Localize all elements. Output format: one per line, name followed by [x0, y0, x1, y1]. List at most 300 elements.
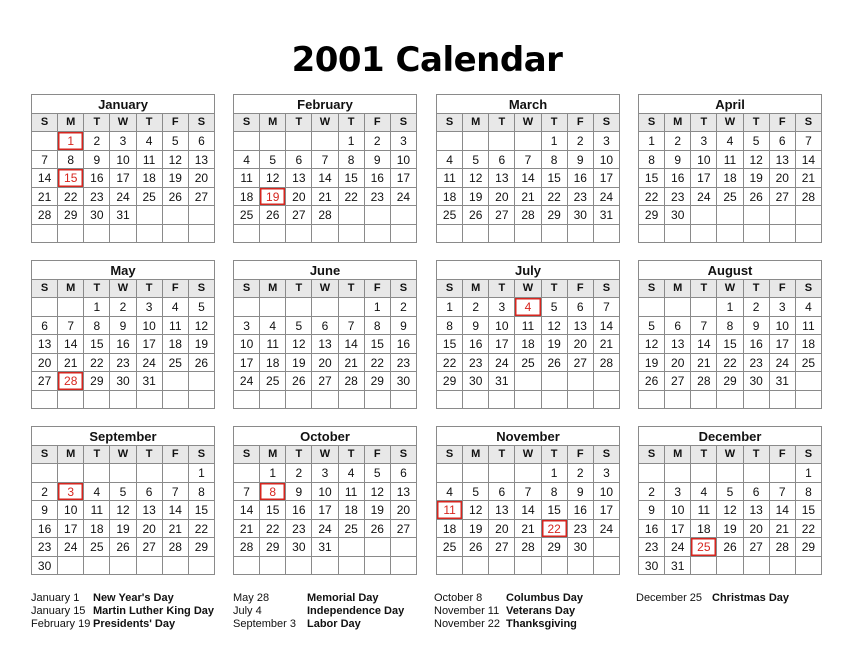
- weekday-header: T: [84, 114, 110, 132]
- holiday-day-cell: 8: [260, 483, 286, 502]
- day-cell: 16: [391, 335, 417, 354]
- day-cell: 17: [234, 354, 260, 373]
- day-cell: 22: [639, 188, 665, 207]
- day-cell: 20: [32, 354, 58, 373]
- day-cell: 7: [312, 151, 338, 170]
- weekday-header: T: [489, 446, 515, 464]
- day-cell: 7: [515, 483, 541, 502]
- empty-cell: [286, 132, 312, 151]
- holiday-item: [434, 605, 576, 618]
- day-cell: 13: [489, 501, 515, 520]
- day-cell: 26: [110, 538, 136, 557]
- empty-cell: [110, 557, 136, 576]
- weekday-header: T: [542, 280, 568, 298]
- day-cell: 19: [463, 188, 489, 207]
- day-cell: 19: [286, 354, 312, 373]
- day-cell: 24: [594, 188, 620, 207]
- empty-cell: [437, 391, 463, 410]
- empty-cell: [568, 557, 594, 576]
- day-cell: 31: [312, 538, 338, 557]
- page-title: 2001 Calendar: [291, 40, 563, 80]
- day-cell: 2: [84, 132, 110, 151]
- empty-cell: [665, 225, 691, 244]
- day-cell: 29: [84, 372, 110, 391]
- day-cell: 30: [568, 538, 594, 557]
- day-cell: 7: [163, 483, 189, 502]
- day-cell: 24: [665, 538, 691, 557]
- day-cell: 30: [32, 557, 58, 576]
- day-cell: 14: [163, 501, 189, 520]
- empty-cell: [463, 464, 489, 483]
- day-cell: 23: [744, 354, 770, 373]
- weekday-header: M: [260, 280, 286, 298]
- empty-cell: [568, 225, 594, 244]
- holiday-name: Christmas Day: [712, 592, 790, 604]
- empty-cell: [489, 391, 515, 410]
- day-cell: 11: [260, 335, 286, 354]
- empty-cell: [691, 391, 717, 410]
- day-cell: 22: [58, 188, 84, 207]
- day-cell: 21: [594, 335, 620, 354]
- empty-cell: [365, 391, 391, 410]
- holiday-date: May 28: [233, 592, 270, 604]
- day-cell: 9: [32, 501, 58, 520]
- day-cell: 2: [568, 132, 594, 151]
- holiday-column: [434, 592, 584, 631]
- empty-cell: [339, 225, 365, 244]
- day-cell: 11: [137, 151, 163, 170]
- empty-cell: [365, 206, 391, 225]
- day-cell: 2: [32, 483, 58, 502]
- day-cell: 25: [260, 372, 286, 391]
- weekday-header: M: [463, 280, 489, 298]
- day-cell: 1: [84, 298, 110, 317]
- weekday-header: T: [744, 446, 770, 464]
- day-cell: 5: [463, 483, 489, 502]
- day-cell: 25: [437, 206, 463, 225]
- weekday-header: T: [489, 114, 515, 132]
- day-cell: 25: [163, 354, 189, 373]
- day-cell: 17: [665, 520, 691, 539]
- day-cell: 15: [365, 335, 391, 354]
- day-cell: 7: [515, 151, 541, 170]
- day-cell: 11: [515, 317, 541, 336]
- day-cell: 24: [137, 354, 163, 373]
- empty-cell: [260, 391, 286, 410]
- day-cell: 19: [163, 169, 189, 188]
- holiday-date: December 25: [636, 592, 703, 604]
- weekday-header: S: [639, 114, 665, 132]
- empty-cell: [286, 298, 312, 317]
- holiday-date: July 4: [233, 605, 262, 617]
- day-cell: 10: [58, 501, 84, 520]
- day-cell: 12: [639, 335, 665, 354]
- day-cell: 4: [260, 317, 286, 336]
- weekday-header: F: [568, 446, 594, 464]
- day-cell: 29: [189, 538, 215, 557]
- empty-cell: [58, 557, 84, 576]
- day-cell: 12: [542, 317, 568, 336]
- day-cell: 1: [796, 464, 822, 483]
- empty-cell: [489, 225, 515, 244]
- weekday-header: F: [163, 114, 189, 132]
- day-cell: 10: [665, 501, 691, 520]
- day-cell: 1: [542, 464, 568, 483]
- day-cell: 2: [286, 464, 312, 483]
- day-cell: 1: [189, 464, 215, 483]
- day-cell: 11: [437, 169, 463, 188]
- holiday-column: [636, 592, 790, 605]
- holiday-day-cell: 28: [58, 372, 84, 391]
- empty-cell: [717, 391, 743, 410]
- day-cell: 23: [665, 188, 691, 207]
- day-cell: 9: [744, 317, 770, 336]
- day-cell: 11: [339, 483, 365, 502]
- day-cell: 11: [717, 151, 743, 170]
- weekday-header: F: [568, 280, 594, 298]
- day-cell: 30: [568, 206, 594, 225]
- day-cell: 30: [665, 206, 691, 225]
- weekday-header: W: [717, 280, 743, 298]
- day-cell: 6: [312, 317, 338, 336]
- weekday-header: S: [391, 280, 417, 298]
- day-cell: 2: [665, 132, 691, 151]
- day-cell: 26: [717, 538, 743, 557]
- empty-cell: [32, 132, 58, 151]
- holiday-item: [31, 592, 174, 605]
- day-cell: 12: [286, 335, 312, 354]
- day-cell: 8: [542, 483, 568, 502]
- empty-cell: [665, 391, 691, 410]
- day-cell: 26: [163, 188, 189, 207]
- day-cell: 3: [665, 483, 691, 502]
- weekday-header: S: [796, 114, 822, 132]
- weekday-header: W: [515, 280, 541, 298]
- empty-cell: [339, 298, 365, 317]
- day-cell: 7: [594, 298, 620, 317]
- weekday-header: S: [796, 446, 822, 464]
- empty-cell: [84, 557, 110, 576]
- day-cell: 19: [639, 354, 665, 373]
- holiday-day-cell: 4: [515, 298, 541, 317]
- day-cell: 6: [665, 317, 691, 336]
- day-cell: 18: [437, 188, 463, 207]
- holiday-item: [233, 592, 379, 605]
- day-cell: 16: [32, 520, 58, 539]
- day-cell: 18: [437, 520, 463, 539]
- weekday-header: T: [339, 446, 365, 464]
- day-cell: 14: [339, 335, 365, 354]
- day-cell: 15: [84, 335, 110, 354]
- month-name: April: [639, 95, 822, 114]
- day-cell: 16: [568, 501, 594, 520]
- day-cell: 13: [286, 169, 312, 188]
- day-cell: 24: [312, 520, 338, 539]
- holiday-date: November 11: [434, 605, 500, 617]
- empty-cell: [234, 298, 260, 317]
- empty-cell: [365, 557, 391, 576]
- day-cell: 21: [58, 354, 84, 373]
- empty-cell: [691, 225, 717, 244]
- day-cell: 4: [339, 464, 365, 483]
- day-cell: 25: [234, 206, 260, 225]
- empty-cell: [770, 206, 796, 225]
- weekday-header: S: [796, 280, 822, 298]
- day-cell: 20: [286, 188, 312, 207]
- day-cell: 17: [770, 335, 796, 354]
- day-cell: 31: [110, 206, 136, 225]
- day-cell: 3: [234, 317, 260, 336]
- day-cell: 14: [515, 501, 541, 520]
- day-cell: 14: [691, 335, 717, 354]
- day-cell: 12: [463, 501, 489, 520]
- day-cell: 8: [796, 483, 822, 502]
- day-cell: 16: [84, 169, 110, 188]
- day-cell: 16: [568, 169, 594, 188]
- weekday-header: T: [137, 446, 163, 464]
- empty-cell: [286, 225, 312, 244]
- day-cell: 10: [691, 151, 717, 170]
- empty-cell: [365, 225, 391, 244]
- weekday-header: M: [58, 446, 84, 464]
- empty-cell: [515, 391, 541, 410]
- empty-cell: [312, 298, 338, 317]
- day-cell: 15: [542, 501, 568, 520]
- day-cell: 24: [594, 520, 620, 539]
- month-name: November: [437, 427, 620, 446]
- day-cell: 7: [234, 483, 260, 502]
- empty-cell: [639, 464, 665, 483]
- empty-cell: [339, 391, 365, 410]
- day-cell: 13: [32, 335, 58, 354]
- empty-cell: [234, 464, 260, 483]
- empty-cell: [32, 225, 58, 244]
- day-cell: 18: [260, 354, 286, 373]
- weekday-header: S: [189, 114, 215, 132]
- day-cell: 24: [58, 538, 84, 557]
- month-august: [638, 260, 822, 409]
- day-cell: 28: [594, 354, 620, 373]
- day-cell: 16: [744, 335, 770, 354]
- day-cell: 9: [639, 501, 665, 520]
- day-cell: 11: [796, 317, 822, 336]
- empty-cell: [594, 557, 620, 576]
- day-cell: 6: [744, 483, 770, 502]
- day-cell: 2: [110, 298, 136, 317]
- weekday-header: F: [770, 446, 796, 464]
- empty-cell: [163, 557, 189, 576]
- weekday-header: T: [691, 446, 717, 464]
- day-cell: 5: [365, 464, 391, 483]
- day-cell: 1: [339, 132, 365, 151]
- day-cell: 8: [84, 317, 110, 336]
- day-cell: 27: [391, 520, 417, 539]
- empty-cell: [568, 372, 594, 391]
- day-cell: 22: [365, 354, 391, 373]
- day-cell: 18: [234, 188, 260, 207]
- weekday-header: M: [665, 114, 691, 132]
- empty-cell: [717, 464, 743, 483]
- day-cell: 29: [542, 206, 568, 225]
- day-cell: 7: [339, 317, 365, 336]
- day-cell: 21: [312, 188, 338, 207]
- holiday-day-cell: 15: [58, 169, 84, 188]
- day-cell: 20: [744, 520, 770, 539]
- holiday-item: [233, 618, 361, 631]
- day-cell: 19: [717, 520, 743, 539]
- day-cell: 4: [84, 483, 110, 502]
- month-name: September: [32, 427, 215, 446]
- empty-cell: [189, 391, 215, 410]
- day-cell: 6: [489, 483, 515, 502]
- empty-cell: [391, 206, 417, 225]
- empty-cell: [515, 557, 541, 576]
- empty-cell: [489, 464, 515, 483]
- weekday-header: S: [594, 446, 620, 464]
- empty-cell: [137, 225, 163, 244]
- weekday-header: W: [515, 446, 541, 464]
- day-cell: 12: [717, 501, 743, 520]
- day-cell: 27: [489, 538, 515, 557]
- weekday-header: S: [437, 280, 463, 298]
- day-cell: 20: [137, 520, 163, 539]
- day-cell: 13: [489, 169, 515, 188]
- day-cell: 10: [594, 483, 620, 502]
- day-cell: 27: [568, 354, 594, 373]
- empty-cell: [312, 391, 338, 410]
- day-cell: 16: [286, 501, 312, 520]
- day-cell: 29: [542, 538, 568, 557]
- day-cell: 23: [32, 538, 58, 557]
- day-cell: 7: [770, 483, 796, 502]
- month-july: [436, 260, 620, 409]
- weekday-header: W: [110, 280, 136, 298]
- empty-cell: [163, 464, 189, 483]
- weekday-header: S: [234, 446, 260, 464]
- day-cell: 28: [796, 188, 822, 207]
- month-name: February: [234, 95, 417, 114]
- holiday-day-cell: 3: [58, 483, 84, 502]
- day-cell: 14: [770, 501, 796, 520]
- holiday-name: Presidents' Day: [93, 618, 176, 630]
- month-june: [233, 260, 417, 409]
- day-cell: 3: [110, 132, 136, 151]
- empty-cell: [691, 557, 717, 576]
- weekday-header: F: [770, 280, 796, 298]
- day-cell: 30: [286, 538, 312, 557]
- empty-cell: [58, 225, 84, 244]
- day-cell: 21: [770, 520, 796, 539]
- day-cell: 26: [260, 206, 286, 225]
- weekday-header: M: [665, 280, 691, 298]
- day-cell: 1: [542, 132, 568, 151]
- empty-cell: [542, 372, 568, 391]
- day-cell: 9: [391, 317, 417, 336]
- day-cell: 18: [339, 501, 365, 520]
- day-cell: 15: [639, 169, 665, 188]
- empty-cell: [796, 391, 822, 410]
- day-cell: 11: [234, 169, 260, 188]
- day-cell: 19: [744, 169, 770, 188]
- day-cell: 19: [110, 520, 136, 539]
- empty-cell: [744, 391, 770, 410]
- month-march: [436, 94, 620, 243]
- day-cell: 28: [312, 206, 338, 225]
- day-cell: 25: [717, 188, 743, 207]
- day-cell: 11: [163, 317, 189, 336]
- day-cell: 4: [163, 298, 189, 317]
- weekday-header: T: [286, 446, 312, 464]
- holiday-item: [31, 618, 176, 631]
- day-cell: 25: [137, 188, 163, 207]
- empty-cell: [137, 464, 163, 483]
- weekday-header: W: [110, 446, 136, 464]
- day-cell: 10: [489, 317, 515, 336]
- day-cell: 26: [744, 188, 770, 207]
- day-cell: 8: [717, 317, 743, 336]
- day-cell: 15: [717, 335, 743, 354]
- day-cell: 7: [58, 317, 84, 336]
- month-name: December: [639, 427, 822, 446]
- weekday-header: S: [391, 114, 417, 132]
- empty-cell: [665, 298, 691, 317]
- day-cell: 17: [391, 169, 417, 188]
- weekday-header: F: [163, 446, 189, 464]
- day-cell: 6: [286, 151, 312, 170]
- day-cell: 13: [189, 151, 215, 170]
- day-cell: 16: [110, 335, 136, 354]
- day-cell: 21: [515, 520, 541, 539]
- day-cell: 25: [339, 520, 365, 539]
- day-cell: 30: [84, 206, 110, 225]
- day-cell: 14: [234, 501, 260, 520]
- day-cell: 27: [189, 188, 215, 207]
- day-cell: 12: [463, 169, 489, 188]
- weekday-header: W: [110, 114, 136, 132]
- day-cell: 17: [691, 169, 717, 188]
- day-cell: 15: [437, 335, 463, 354]
- day-cell: 26: [463, 206, 489, 225]
- day-cell: 21: [691, 354, 717, 373]
- day-cell: 27: [489, 206, 515, 225]
- empty-cell: [744, 225, 770, 244]
- day-cell: 20: [489, 188, 515, 207]
- weekday-header: T: [691, 114, 717, 132]
- day-cell: 27: [137, 538, 163, 557]
- empty-cell: [163, 206, 189, 225]
- empty-cell: [84, 225, 110, 244]
- day-cell: 9: [568, 151, 594, 170]
- empty-cell: [32, 464, 58, 483]
- holiday-name: Labor Day: [307, 618, 361, 630]
- day-cell: 15: [542, 169, 568, 188]
- empty-cell: [594, 225, 620, 244]
- day-cell: 4: [437, 483, 463, 502]
- day-cell: 10: [312, 483, 338, 502]
- day-cell: 17: [594, 169, 620, 188]
- day-cell: 5: [286, 317, 312, 336]
- weekday-header: S: [32, 114, 58, 132]
- day-cell: 28: [32, 206, 58, 225]
- empty-cell: [665, 464, 691, 483]
- day-cell: 13: [665, 335, 691, 354]
- day-cell: 23: [463, 354, 489, 373]
- weekday-header: F: [770, 114, 796, 132]
- weekday-header: T: [744, 280, 770, 298]
- day-cell: 22: [84, 354, 110, 373]
- weekday-header: T: [137, 114, 163, 132]
- empty-cell: [594, 372, 620, 391]
